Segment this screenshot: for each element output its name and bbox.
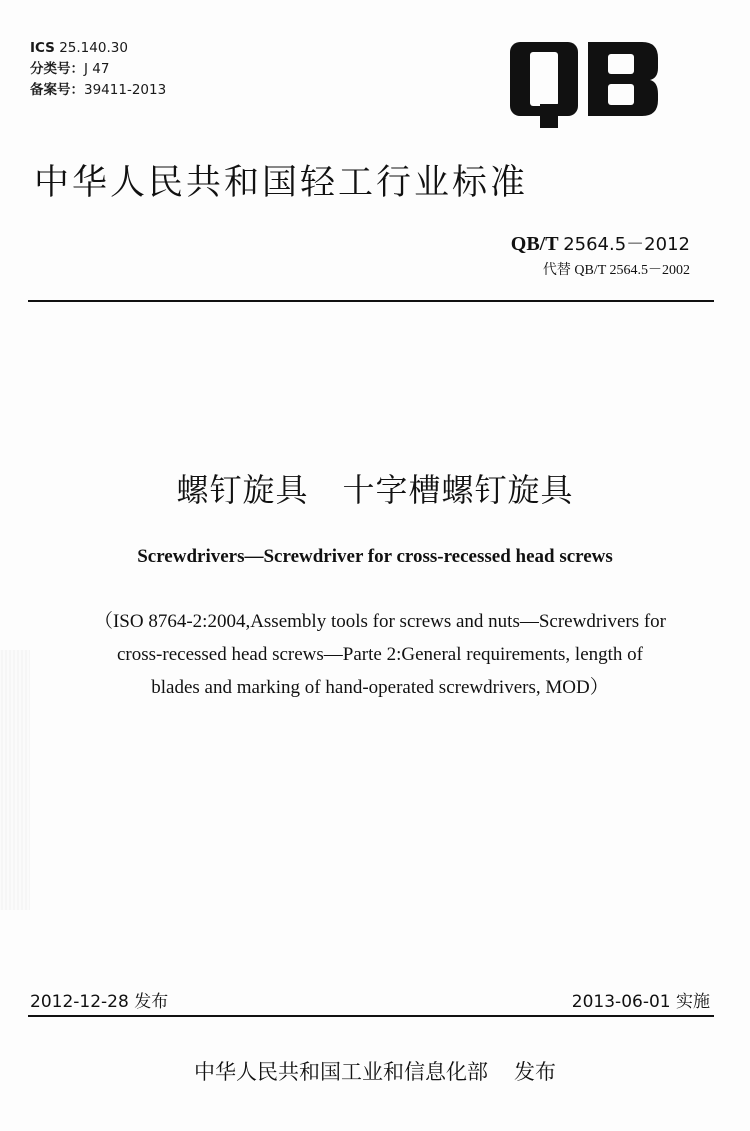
header-divider <box>28 300 714 302</box>
publisher <box>0 1056 750 1086</box>
chinese-title-part1: 螺钉旋具 <box>176 471 309 509</box>
issue-date: 2012-12-28 发布 <box>30 992 169 1012</box>
class-label: 分类号： <box>30 61 84 77</box>
replaces-standard: 代替 QB/T 2564.5－2002 <box>542 263 690 278</box>
record-line <box>30 80 166 101</box>
classification-block <box>30 38 166 101</box>
chinese-title-part2: 十字槽螺钉旋具 <box>342 471 574 509</box>
iso-reference-line: blades and marking of hand-operated screwdrivers, MOD） <box>151 677 609 698</box>
issuing-standard-category: 中华人民共和国轻工行业标准 <box>34 163 529 203</box>
standard-code: 2564.5－2012 <box>563 234 690 255</box>
record-value: 39411-2013 <box>84 82 167 98</box>
implementation-date: 2013-06-01 实施 <box>571 992 710 1012</box>
qb-logo-b <box>588 42 658 116</box>
publisher-name: 中华人民共和国工业和信息化部 <box>194 1060 488 1084</box>
iso-reference <box>60 605 700 704</box>
publisher-action: 发布 <box>514 1060 556 1084</box>
english-title: Screwdrivers—Screwdriver for cross-recessed head screws <box>137 546 613 567</box>
standard-number <box>511 230 690 256</box>
scan-artifact <box>0 650 30 910</box>
record-label: 备案号： <box>30 82 84 98</box>
footer-divider <box>28 1015 714 1017</box>
ics-value: 25.140.30 <box>59 40 128 56</box>
qb-logo <box>510 38 660 130</box>
iso-reference-line: （ISO 8764-2:2004,Assembly tools for screws and nuts—Screwdrivers for <box>93 611 667 632</box>
class-value: J 47 <box>84 61 110 77</box>
standard-prefix: QB/T <box>510 233 559 255</box>
ics-line <box>30 38 166 59</box>
class-line <box>30 59 166 80</box>
iso-reference-line: cross-recessed head screws—Parte 2:General requirements, length of <box>117 644 643 665</box>
ics-label: ICS <box>30 40 55 56</box>
qb-logo-q <box>510 42 578 128</box>
chinese-title <box>0 465 750 511</box>
